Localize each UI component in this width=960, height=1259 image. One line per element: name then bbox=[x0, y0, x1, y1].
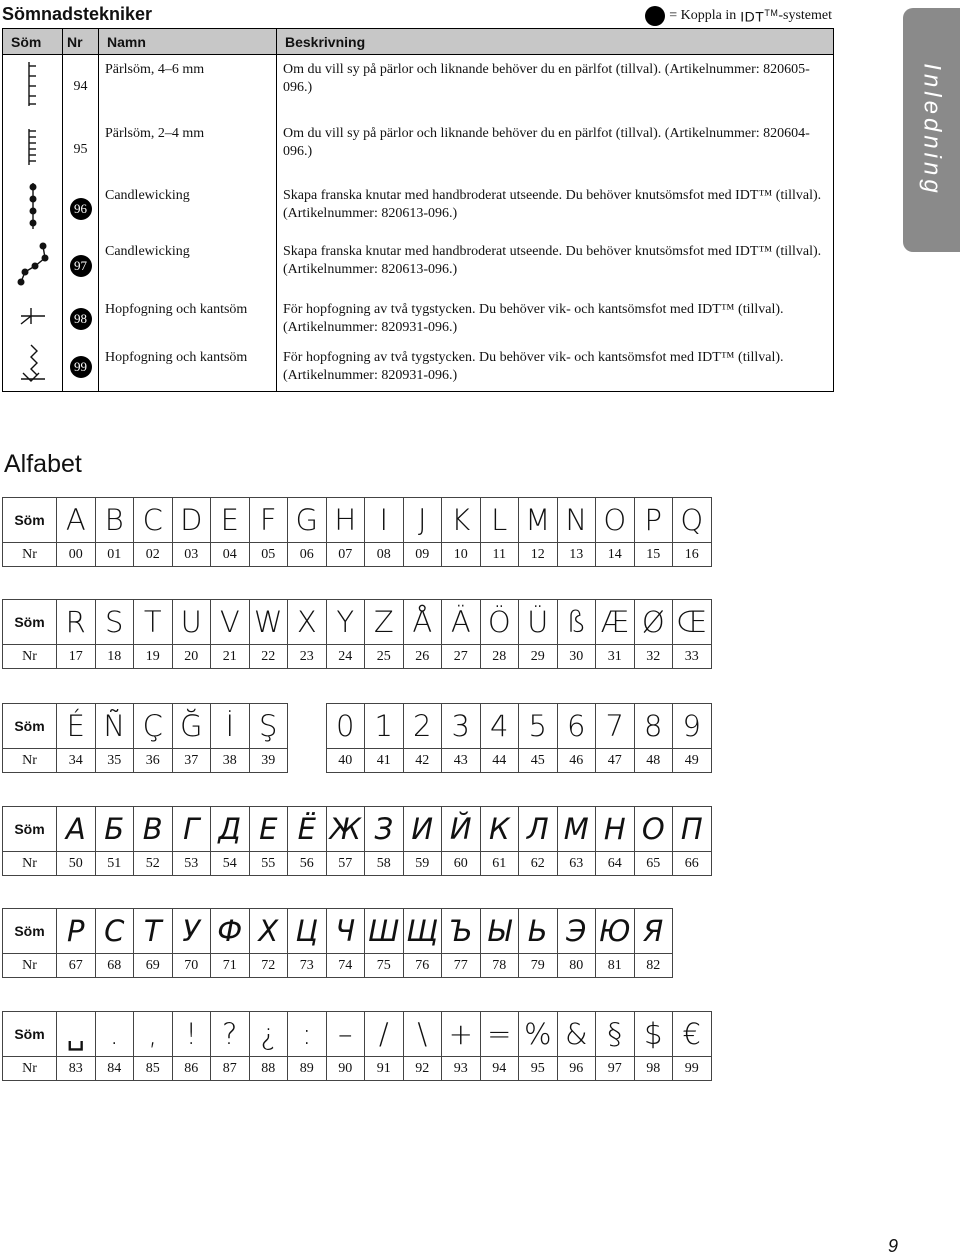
stitch-number: 15 bbox=[634, 543, 673, 567]
stitch-glyph: & bbox=[557, 1012, 596, 1057]
stitch-glyph: I bbox=[365, 498, 404, 543]
stitch-number: 33 bbox=[673, 645, 712, 669]
idt-legend bbox=[645, 6, 832, 26]
row-label-nr: Nr bbox=[3, 1057, 57, 1081]
stitch-glyph: Ä bbox=[442, 600, 481, 645]
stitch-number: 44 bbox=[480, 749, 519, 773]
stitch-glyph: $ bbox=[634, 1012, 673, 1057]
stitch-number: 38 bbox=[211, 749, 250, 773]
stitch-glyph: : bbox=[288, 1012, 327, 1057]
stitch-glyph: / bbox=[365, 1012, 404, 1057]
stitch-number: 05 bbox=[249, 543, 288, 567]
stitch-glyph: T bbox=[134, 600, 173, 645]
stitch-glyph: ¿ bbox=[249, 1012, 288, 1057]
stitch-glyph: 6 bbox=[557, 704, 596, 749]
stitch-number: 43 bbox=[442, 749, 481, 773]
stitch-glyph: Ы bbox=[480, 909, 519, 954]
stitch-name: Hopfogning och kantsöm bbox=[99, 343, 277, 392]
header-beskrivning: Beskrivning bbox=[277, 29, 834, 55]
stitch-glyph: Ö bbox=[480, 600, 519, 645]
stitch-number: 93 bbox=[442, 1057, 481, 1081]
stitch-description: För hopfogning av två tygstycken. Du behöver vik- och kantsömsfot med IDT™ (tillval). (Artikelnummer: 820931-096.) bbox=[277, 295, 834, 343]
row-label-nr: Nr bbox=[3, 543, 57, 567]
stitch-glyph: Ц bbox=[288, 909, 327, 954]
stitch-number: 24 bbox=[326, 645, 365, 669]
stitch-glyph: € bbox=[673, 1012, 712, 1057]
number-row bbox=[3, 852, 712, 876]
empty-cell bbox=[288, 704, 327, 749]
candlewicking-zigzag-icon bbox=[13, 240, 53, 286]
section-tab-label: Inledning bbox=[918, 63, 946, 197]
stitch-number: 69 bbox=[134, 954, 173, 978]
stitch-glyph: Й bbox=[442, 807, 481, 852]
stitch-glyph: 9 bbox=[673, 704, 712, 749]
stitch-glyph: 1 bbox=[365, 704, 404, 749]
stitch-number: 36 bbox=[134, 749, 173, 773]
stitch-glyph: E bbox=[211, 498, 250, 543]
page-title: Sömnadstekniker bbox=[2, 4, 153, 24]
stitch-number: 32 bbox=[634, 645, 673, 669]
stitch-number: 42 bbox=[403, 749, 442, 773]
stitch-number: 26 bbox=[403, 645, 442, 669]
stitch-number: 58 bbox=[365, 852, 404, 876]
zigzag-join-icon bbox=[17, 343, 49, 385]
stitch-glyph: У bbox=[172, 909, 211, 954]
stitch-number: 56 bbox=[288, 852, 327, 876]
stitch-icon-cell bbox=[3, 295, 63, 343]
stitch-glyph: З bbox=[365, 807, 404, 852]
stitch-number: 49 bbox=[673, 749, 712, 773]
stitch-number: 97 bbox=[596, 1057, 635, 1081]
glyph-row bbox=[3, 909, 712, 954]
table-row bbox=[3, 119, 834, 181]
stitch-name: Candlewicking bbox=[99, 237, 277, 295]
idt-dot-icon bbox=[645, 6, 665, 26]
stitch-nr: 94 bbox=[63, 55, 99, 119]
stitch-number: 75 bbox=[365, 954, 404, 978]
stitch-number: 28 bbox=[480, 645, 519, 669]
alphabet-table bbox=[2, 497, 712, 567]
table-row bbox=[3, 343, 834, 392]
stitch-number: 99 bbox=[673, 1057, 712, 1081]
stitch-glyph: Т bbox=[134, 909, 173, 954]
stitch-name: Pärlsöm, 2–4 mm bbox=[99, 119, 277, 181]
stitch-glyph: Ь bbox=[519, 909, 558, 954]
stitch-number: 27 bbox=[442, 645, 481, 669]
stitch-glyph: Ё bbox=[288, 807, 327, 852]
header-som: Söm bbox=[3, 29, 63, 55]
stitch-number: 57 bbox=[326, 852, 365, 876]
stitch-number: 25 bbox=[365, 645, 404, 669]
stitch-table bbox=[2, 28, 834, 392]
stitch-nr: 95 bbox=[63, 119, 99, 181]
stitch-number: 17 bbox=[57, 645, 96, 669]
stitch-number: 37 bbox=[172, 749, 211, 773]
stitch-description: Skapa franska knutar med handbroderat utseende. Du behöver knutsömsfot med IDT™ (tillval). (Artikelnummer: 820613-096.) bbox=[277, 237, 834, 295]
stitch-icon-cell bbox=[3, 181, 63, 237]
stitch-glyph: Щ bbox=[403, 909, 442, 954]
stitch-glyph: 4 bbox=[480, 704, 519, 749]
stitch-glyph: Ч bbox=[326, 909, 365, 954]
stitch-glyph: J bbox=[403, 498, 442, 543]
stitch-number: 13 bbox=[557, 543, 596, 567]
stitch-glyph: И bbox=[403, 807, 442, 852]
stitch-number: 03 bbox=[172, 543, 211, 567]
stitch-glyph: Ф bbox=[211, 909, 250, 954]
stitch-number: 20 bbox=[172, 645, 211, 669]
stitch-number: 00 bbox=[57, 543, 96, 567]
idt-stitch-nr: 97 bbox=[70, 255, 92, 277]
glyph-row bbox=[3, 807, 712, 852]
stitch-glyph: = bbox=[480, 1012, 519, 1057]
stitch-number: 66 bbox=[673, 852, 712, 876]
stitch-number: 60 bbox=[442, 852, 481, 876]
stitch-number: 84 bbox=[95, 1057, 134, 1081]
stitch-number: 87 bbox=[211, 1057, 250, 1081]
stitch-description: Skapa franska knutar med handbroderat utseende. Du behöver knutsömsfot med IDT™ (tillval). (Artikelnummer: 820613-096.) bbox=[277, 181, 834, 237]
stitch-number: 59 bbox=[403, 852, 442, 876]
stitch-number: 06 bbox=[288, 543, 327, 567]
stitch-glyph: U bbox=[172, 600, 211, 645]
stitch-number: 01 bbox=[95, 543, 134, 567]
number-row bbox=[3, 543, 712, 567]
stitch-name: Candlewicking bbox=[99, 181, 277, 237]
stitch-glyph: R bbox=[57, 600, 96, 645]
stitch-number: 74 bbox=[326, 954, 365, 978]
stitch-glyph: П bbox=[673, 807, 712, 852]
stitch-glyph: ␣ bbox=[57, 1012, 96, 1057]
table-row bbox=[3, 181, 834, 237]
stitch-number: 34 bbox=[57, 749, 96, 773]
stitch-glyph: % bbox=[519, 1012, 558, 1057]
stitch-nr-cell bbox=[63, 181, 99, 237]
stitch-number: 90 bbox=[326, 1057, 365, 1081]
stitch-number: 95 bbox=[519, 1057, 558, 1081]
stitch-number: 11 bbox=[480, 543, 519, 567]
stitch-glyph: Е bbox=[249, 807, 288, 852]
stitch-description: Om du vill sy på pärlor och liknande behöver du en pärlfot (tillval). (Artikelnummer: 820605-096.) bbox=[277, 55, 834, 119]
stitch-glyph: Ñ bbox=[95, 704, 134, 749]
alphabet-title: Alfabet bbox=[4, 450, 82, 478]
stitch-glyph: C bbox=[134, 498, 173, 543]
stitch-number: 61 bbox=[480, 852, 519, 876]
stitch-number: 65 bbox=[634, 852, 673, 876]
alphabet-table bbox=[2, 806, 712, 876]
stitch-number: 10 bbox=[442, 543, 481, 567]
stitch-glyph: Ø bbox=[634, 600, 673, 645]
stitch-glyph: О bbox=[634, 807, 673, 852]
row-label-nr: Nr bbox=[3, 852, 57, 876]
stitch-number: 09 bbox=[403, 543, 442, 567]
stitch-number: 94 bbox=[480, 1057, 519, 1081]
stitch-number: 62 bbox=[519, 852, 558, 876]
stitch-glyph: + bbox=[442, 1012, 481, 1057]
stitch-number: 46 bbox=[557, 749, 596, 773]
alphabet-table bbox=[2, 908, 712, 978]
stitch-number: 98 bbox=[634, 1057, 673, 1081]
pearl-stitch-small-icon bbox=[21, 125, 45, 169]
stitch-number: 82 bbox=[634, 954, 673, 978]
stitch-number: 91 bbox=[365, 1057, 404, 1081]
stitch-number: 07 bbox=[326, 543, 365, 567]
stitch-nr-cell bbox=[63, 237, 99, 295]
stitch-icon-cell bbox=[3, 119, 63, 181]
stitch-glyph: Н bbox=[596, 807, 635, 852]
stitch-glyph: Ç bbox=[134, 704, 173, 749]
stitch-number: 63 bbox=[557, 852, 596, 876]
idt-stitch-nr: 96 bbox=[70, 198, 92, 220]
row-label-nr: Nr bbox=[3, 954, 57, 978]
stitch-number: 78 bbox=[480, 954, 519, 978]
stitch-glyph: 8 bbox=[634, 704, 673, 749]
stitch-number: 04 bbox=[211, 543, 250, 567]
stitch-table-header bbox=[3, 29, 834, 55]
stitch-glyph: Б bbox=[95, 807, 134, 852]
stitch-glyph: Х bbox=[249, 909, 288, 954]
stitch-number: 55 bbox=[249, 852, 288, 876]
stitch-glyph: В bbox=[134, 807, 173, 852]
stitch-number: 89 bbox=[288, 1057, 327, 1081]
stitch-number: 31 bbox=[596, 645, 635, 669]
stitch-number: 41 bbox=[365, 749, 404, 773]
stitch-glyph: O bbox=[596, 498, 635, 543]
glyph-row bbox=[3, 600, 712, 645]
page-number: 9 bbox=[887, 1236, 898, 1256]
hemstitch-join-icon bbox=[17, 304, 49, 328]
stitch-number: 76 bbox=[403, 954, 442, 978]
stitch-glyph: С bbox=[95, 909, 134, 954]
stitch-glyph: Ş bbox=[249, 704, 288, 749]
stitch-nr-cell bbox=[63, 295, 99, 343]
stitch-number: 02 bbox=[134, 543, 173, 567]
stitch-glyph: A bbox=[57, 498, 96, 543]
stitch-number: 30 bbox=[557, 645, 596, 669]
table-row bbox=[3, 55, 834, 119]
stitch-glyph: Y bbox=[326, 600, 365, 645]
stitch-glyph: P bbox=[634, 498, 673, 543]
legend-prefix: = Koppla in bbox=[669, 8, 737, 23]
number-row bbox=[3, 1057, 712, 1081]
stitch-number: 08 bbox=[365, 543, 404, 567]
stitch-icon-cell bbox=[3, 55, 63, 119]
stitch-number: 71 bbox=[211, 954, 250, 978]
stitch-number: 22 bbox=[249, 645, 288, 669]
stitch-number: 54 bbox=[211, 852, 250, 876]
stitch-glyph: А bbox=[57, 807, 96, 852]
number-row bbox=[3, 954, 712, 978]
legend-suffix: -systemet bbox=[778, 8, 832, 23]
stitch-glyph: § bbox=[596, 1012, 635, 1057]
stitch-glyph: Ж bbox=[326, 807, 365, 852]
stitch-name: Pärlsöm, 4–6 mm bbox=[99, 55, 277, 119]
number-row bbox=[3, 749, 712, 773]
legend-idt: IDT™ bbox=[740, 7, 779, 25]
stitch-glyph: 7 bbox=[596, 704, 635, 749]
alphabet-table bbox=[2, 703, 712, 773]
number-row bbox=[3, 645, 712, 669]
stitch-glyph: F bbox=[249, 498, 288, 543]
stitch-number: 40 bbox=[326, 749, 365, 773]
pearl-stitch-icon bbox=[21, 58, 45, 110]
stitch-number: 48 bbox=[634, 749, 673, 773]
candlewicking-straight-icon bbox=[21, 181, 45, 231]
stitch-number: 67 bbox=[57, 954, 96, 978]
stitch-number: 64 bbox=[596, 852, 635, 876]
stitch-number: 72 bbox=[249, 954, 288, 978]
stitch-number: 96 bbox=[557, 1057, 596, 1081]
stitch-icon-cell bbox=[3, 237, 63, 295]
stitch-number: 19 bbox=[134, 645, 173, 669]
stitch-glyph: Э bbox=[557, 909, 596, 954]
stitch-glyph: Ю bbox=[596, 909, 635, 954]
row-label-som: Söm bbox=[3, 909, 57, 954]
stitch-number: 92 bbox=[403, 1057, 442, 1081]
stitch-number: 51 bbox=[95, 852, 134, 876]
stitch-glyph: V bbox=[211, 600, 250, 645]
stitch-number: 16 bbox=[673, 543, 712, 567]
stitch-glyph: Œ bbox=[673, 600, 712, 645]
stitch-glyph: 3 bbox=[442, 704, 481, 749]
table-row bbox=[3, 237, 834, 295]
stitch-number: 18 bbox=[95, 645, 134, 669]
stitch-number: 88 bbox=[249, 1057, 288, 1081]
header-nr: Nr bbox=[63, 29, 99, 55]
stitch-glyph: М bbox=[557, 807, 596, 852]
row-label-som: Söm bbox=[3, 1012, 57, 1057]
stitch-glyph: Ш bbox=[365, 909, 404, 954]
stitch-glyph: B bbox=[95, 498, 134, 543]
stitch-number: 70 bbox=[172, 954, 211, 978]
stitch-glyph: ! bbox=[172, 1012, 211, 1057]
table-row bbox=[3, 295, 834, 343]
stitch-number: 80 bbox=[557, 954, 596, 978]
stitch-glyph: 0 bbox=[326, 704, 365, 749]
row-label-som: Söm bbox=[3, 704, 57, 749]
stitch-glyph: É bbox=[57, 704, 96, 749]
stitch-glyph: Z bbox=[365, 600, 404, 645]
stitch-nr-cell bbox=[63, 343, 99, 392]
stitch-number: 79 bbox=[519, 954, 558, 978]
stitch-glyph: – bbox=[326, 1012, 365, 1057]
stitch-glyph: H bbox=[326, 498, 365, 543]
stitch-glyph: , bbox=[134, 1012, 173, 1057]
stitch-glyph: İ bbox=[211, 704, 250, 749]
stitch-glyph: W bbox=[249, 600, 288, 645]
stitch-glyph: Р bbox=[57, 909, 96, 954]
stitch-number: 73 bbox=[288, 954, 327, 978]
stitch-number: 85 bbox=[134, 1057, 173, 1081]
stitch-glyph: N bbox=[557, 498, 596, 543]
stitch-glyph: К bbox=[480, 807, 519, 852]
stitch-number: 47 bbox=[596, 749, 635, 773]
stitch-description: För hopfogning av två tygstycken. Du behöver vik- och kantsömsfot med IDT™ (tillval). (Artikelnummer: 820931-096.) bbox=[277, 343, 834, 392]
idt-stitch-nr: 98 bbox=[70, 308, 92, 330]
stitch-icon-cell bbox=[3, 343, 63, 392]
stitch-glyph: Ъ bbox=[442, 909, 481, 954]
idt-stitch-nr: 99 bbox=[70, 356, 92, 378]
stitch-glyph: Я bbox=[634, 909, 673, 954]
stitch-glyph: Л bbox=[519, 807, 558, 852]
glyph-row bbox=[3, 498, 712, 543]
stitch-number: 68 bbox=[95, 954, 134, 978]
stitch-name: Hopfogning och kantsöm bbox=[99, 295, 277, 343]
stitch-glyph: Q bbox=[673, 498, 712, 543]
stitch-number: 35 bbox=[95, 749, 134, 773]
row-label-nr: Nr bbox=[3, 645, 57, 669]
stitch-number: 23 bbox=[288, 645, 327, 669]
stitch-number: 29 bbox=[519, 645, 558, 669]
stitch-glyph: . bbox=[95, 1012, 134, 1057]
stitch-number: 50 bbox=[57, 852, 96, 876]
stitch-glyph: Д bbox=[211, 807, 250, 852]
row-label-som: Söm bbox=[3, 498, 57, 543]
row-label-som: Söm bbox=[3, 600, 57, 645]
empty-cell bbox=[288, 749, 327, 773]
stitch-number: 14 bbox=[596, 543, 635, 567]
stitch-glyph: \ bbox=[403, 1012, 442, 1057]
stitch-glyph: ß bbox=[557, 600, 596, 645]
alphabet-table bbox=[2, 1011, 712, 1081]
header-namn: Namn bbox=[99, 29, 277, 55]
stitch-glyph: Г bbox=[172, 807, 211, 852]
stitch-glyph: M bbox=[519, 498, 558, 543]
alphabet-table bbox=[2, 599, 712, 669]
stitch-glyph: D bbox=[172, 498, 211, 543]
row-label-som: Söm bbox=[3, 807, 57, 852]
stitch-description: Om du vill sy på pärlor och liknande behöver du en pärlfot (tillval). (Artikelnummer: 820604-096.) bbox=[277, 119, 834, 181]
stitch-glyph: Å bbox=[403, 600, 442, 645]
stitch-number: 81 bbox=[596, 954, 635, 978]
stitch-number: 86 bbox=[172, 1057, 211, 1081]
stitch-glyph: 5 bbox=[519, 704, 558, 749]
stitch-number: 39 bbox=[249, 749, 288, 773]
stitch-glyph: S bbox=[95, 600, 134, 645]
stitch-number: 53 bbox=[172, 852, 211, 876]
stitch-number: 83 bbox=[57, 1057, 96, 1081]
stitch-glyph: Ğ bbox=[172, 704, 211, 749]
stitch-number: 77 bbox=[442, 954, 481, 978]
stitch-number: 52 bbox=[134, 852, 173, 876]
glyph-row bbox=[3, 704, 712, 749]
stitch-number: 21 bbox=[211, 645, 250, 669]
stitch-glyph: Æ bbox=[596, 600, 635, 645]
stitch-glyph: K bbox=[442, 498, 481, 543]
stitch-glyph: Ü bbox=[519, 600, 558, 645]
stitch-number: 45 bbox=[519, 749, 558, 773]
stitch-glyph: G bbox=[288, 498, 327, 543]
row-label-nr: Nr bbox=[3, 749, 57, 773]
stitch-glyph: L bbox=[480, 498, 519, 543]
stitch-glyph: ? bbox=[211, 1012, 250, 1057]
stitch-glyph: 2 bbox=[403, 704, 442, 749]
stitch-number: 12 bbox=[519, 543, 558, 567]
stitch-glyph: X bbox=[288, 600, 327, 645]
glyph-row bbox=[3, 1012, 712, 1057]
section-tab[interactable] bbox=[903, 8, 960, 252]
